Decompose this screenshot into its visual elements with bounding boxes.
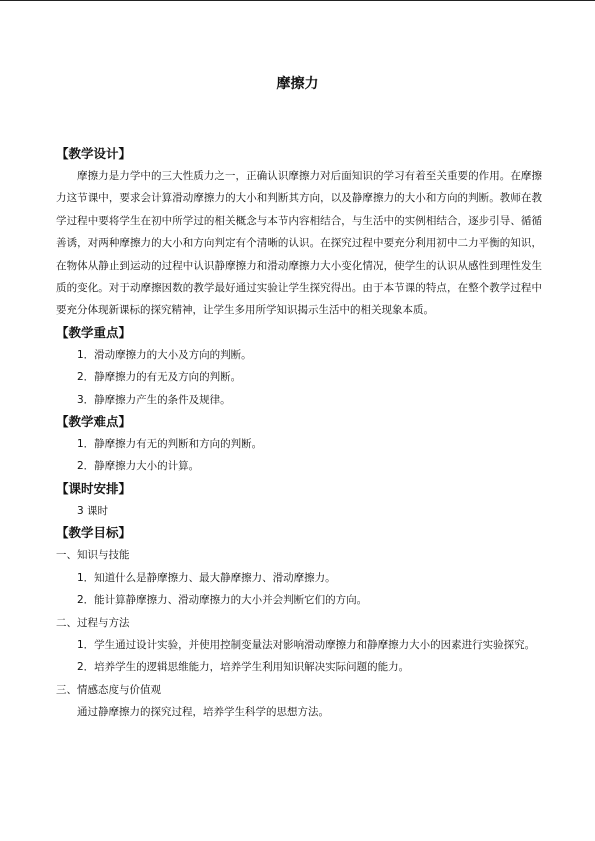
difficulty-item: 2．静摩擦力大小的计算。 bbox=[77, 460, 200, 473]
objective-item: 2．能计算静摩擦力、滑动摩擦力的大小并会判断它们的方向。 bbox=[77, 594, 368, 607]
section-heading-design: 【教学设计】 bbox=[56, 146, 132, 161]
section-heading-objectives: 【教学目标】 bbox=[56, 525, 132, 541]
objective-item: 1．知道什么是静摩擦力、最大静摩擦力、滑动摩擦力。 bbox=[77, 571, 336, 584]
document-title: 摩擦力 bbox=[276, 76, 319, 92]
section-heading-difficulties: 【教学难点】 bbox=[56, 414, 132, 430]
objective-subsection-title: 二、过程与方法 bbox=[56, 616, 130, 629]
key-point-item: 2．静摩擦力的有无及方向的判断。 bbox=[77, 371, 242, 384]
key-point-item: 3．静摩擦力产生的条件及规律。 bbox=[77, 393, 231, 406]
objective-item: 2．培养学生的逻辑思维能力，培养学生利用知识解决实际问题的能力。 bbox=[77, 661, 410, 674]
objective-subsection-title: 三、情感态度与价值观 bbox=[56, 683, 161, 696]
difficulty-item: 1．静摩擦力有无的判断和方向的判断。 bbox=[77, 438, 263, 451]
objective-item: 通过静摩擦力的探究过程，培养学生科学的思想方法。 bbox=[77, 706, 329, 719]
objective-subsection-title: 一、知识与技能 bbox=[56, 549, 130, 562]
section-heading-key-points: 【教学重点】 bbox=[56, 324, 132, 340]
schedule-value: 3 课时 bbox=[77, 504, 109, 517]
section-heading-schedule: 【课时安排】 bbox=[56, 480, 132, 496]
objective-item: 1．学生通过设计实验，并使用控制变量法对影响滑动摩擦力和静摩擦力大小的因素进行实验探究。 bbox=[77, 638, 536, 651]
key-point-item: 1．滑动摩擦力的大小及方向的判断。 bbox=[77, 348, 252, 361]
design-paragraph: 摩擦力是力学中的三大性质力之一，正确认识摩擦力对后面知识的学习有着至关重要的作用。在摩擦力这节课中，要求会计算滑动摩擦力的大小和判断其方向，以及静摩擦力的大小和方向的判断。教师在教学过程中要将学生在初中所学过的相关概念与本节内容相结合，与生活中的实例相结合，逐步引导、循循善诱，对两种摩擦力的大小和方向判定有个清晰的认识。在探究过程中要充分利用初中二力平衡的知识，在物体从静止到运动的过程中认识静摩擦力和滑动摩擦力大小变化情况，使学生的认识从感性到理性发生质的变化。对于动摩擦因数的教学最好通过实验让学生探究得出。由于本节课的特点，在整个教学过程中要充分体现新课标的探究精神，让学生多用所学知识揭示生活中的相关现象本质。 bbox=[56, 170, 542, 317]
document-body bbox=[56, 143, 542, 724]
